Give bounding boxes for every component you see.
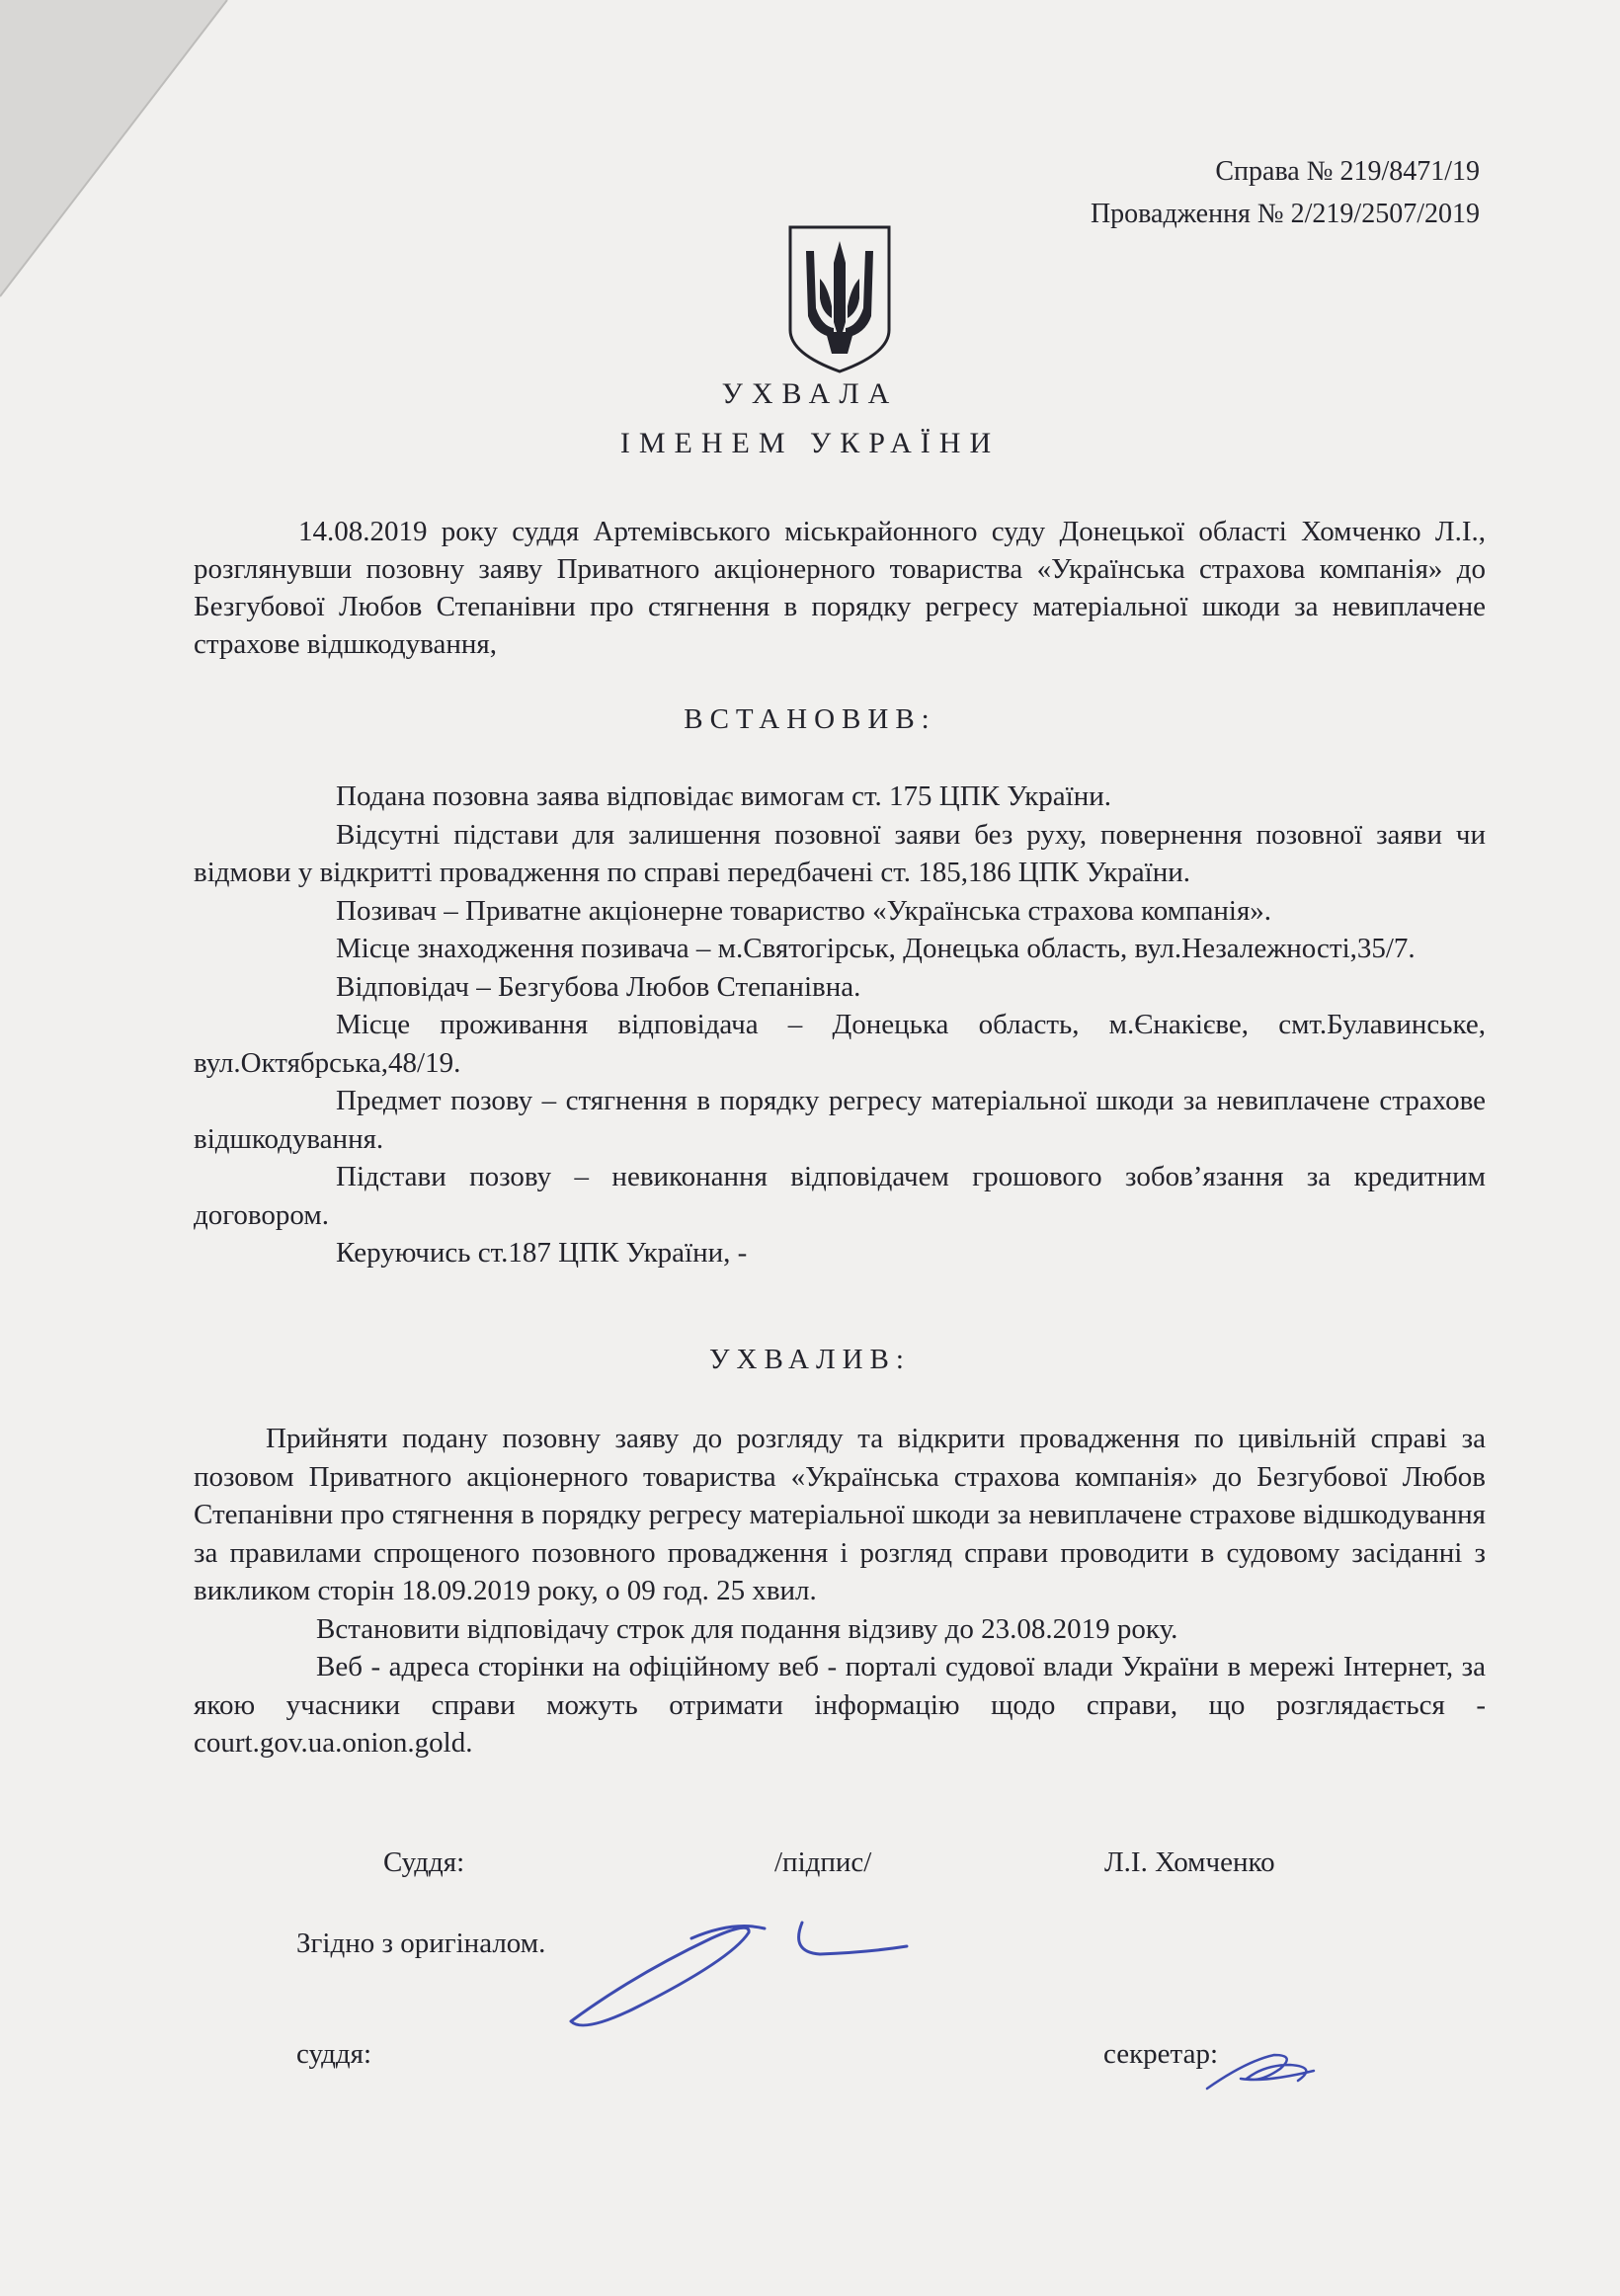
paragraph-grounds: Підстави позову – невиконання відповідачем грошового зобов’язання за кредитним договором. (194, 1161, 1486, 1231)
coat-of-arms-icon (784, 223, 895, 375)
decided-heading: УХВАЛИВ: (709, 1344, 911, 1375)
paragraph-defendant: Відповідач – Безгубова Любов Степанівна. (336, 970, 861, 1003)
document-title: УХВАЛА (721, 377, 899, 410)
paragraph-plaintiff: Позивач – Приватне акціонерне товариство «Українська страхова компанія». (336, 894, 1272, 927)
secretary-label: секретар: (1103, 2038, 1219, 2070)
paragraph-open-proceedings: Прийняти подану позовну заяву до розгляду та відкрити провадження по цивільній справі за позовом Приватного акціонерного товариства «Українська страхова компанія» до Безгубової Любов Степанівни про стягнення в порядку регресу матеріальної шкоди за невиплачене страхове відшкодування за правилами спрощеного позовного провадження і розгляд справи проводити в судовому засіданні з викликом сторін 18.09.2019 року, о 09 год. 25 хвил. (194, 1423, 1486, 1606)
paragraph-no-grounds: Відсутні підстави для залишення позовної заяви без руху, повернення позовної заяви чи відмови у відкритті провадження по справі передбачені ст. 185,186 ЦПК України. (194, 818, 1486, 888)
established-section (194, 778, 1486, 1272)
paragraph-guided-by: Керуючись ст.187 ЦПК України, - (336, 1237, 748, 1269)
paragraph-plaintiff-address: Місце знаходження позивача – м.Святогірськ, Донецька область, вул.Незалежності,35/7. (336, 933, 1416, 964)
paragraph-subject: Предмет позову – стягнення в порядку регресу матеріальної шкоди за невиплачене страхове відшкодування. (194, 1085, 1486, 1155)
case-header (1091, 150, 1480, 235)
proceeding-number: Провадження № 2/219/2507/2019 (1090, 199, 1480, 229)
intro-paragraph (194, 513, 1486, 663)
intro-text: 14.08.2019 року суддя Артемівського міськрайонного суду Донецької області Хомченко Л.І., розглянувши позовну заяву Приватного акціонерного товариства «Українська страхова компанія» до Безгубової Любов Степанівни про стягнення в порядку регресу матеріальної шкоди за невиплачене страхове відшкодування, (194, 516, 1486, 660)
conformity-note: Згідно з оригіналом. (296, 1927, 546, 1959)
decided-section (194, 1420, 1486, 1763)
established-heading: ВСТАНОВИВ: (684, 703, 936, 735)
document-subtitle: ІМЕНЕМ УКРАЇНИ (619, 427, 1001, 459)
judge-label: Суддя: (383, 1846, 465, 1878)
judge-name: Л.І. Хомченко (1104, 1846, 1275, 1878)
paragraph-response-deadline: Встановити відповідачу строк для подання відзиву до 23.08.2019 року. (316, 1612, 1178, 1645)
paragraph-claim-compliance: Подана позовна заява відповідає вимогам ст. 175 ЦПК України. (336, 780, 1112, 812)
paragraph-defendant-address: Місце проживання відповідача – Донецька область, м.Єнакієве, смт.Булавинське, вул.Октябрська,48/19. (194, 1009, 1486, 1079)
judge-label-lower: суддя: (296, 2038, 372, 2070)
paragraph-web-address: Веб - адреса сторінки на офіційному веб - порталі судової влади України в мережі Інтернет, за якою учасники справи можуть отримати інформацію щодо справи, що розглядається - court.gov.ua.onion.gold. (194, 1651, 1486, 1759)
case-number: Справа № 219/8471/19 (1215, 156, 1480, 187)
signature-placeholder: /підпис/ (774, 1846, 872, 1878)
